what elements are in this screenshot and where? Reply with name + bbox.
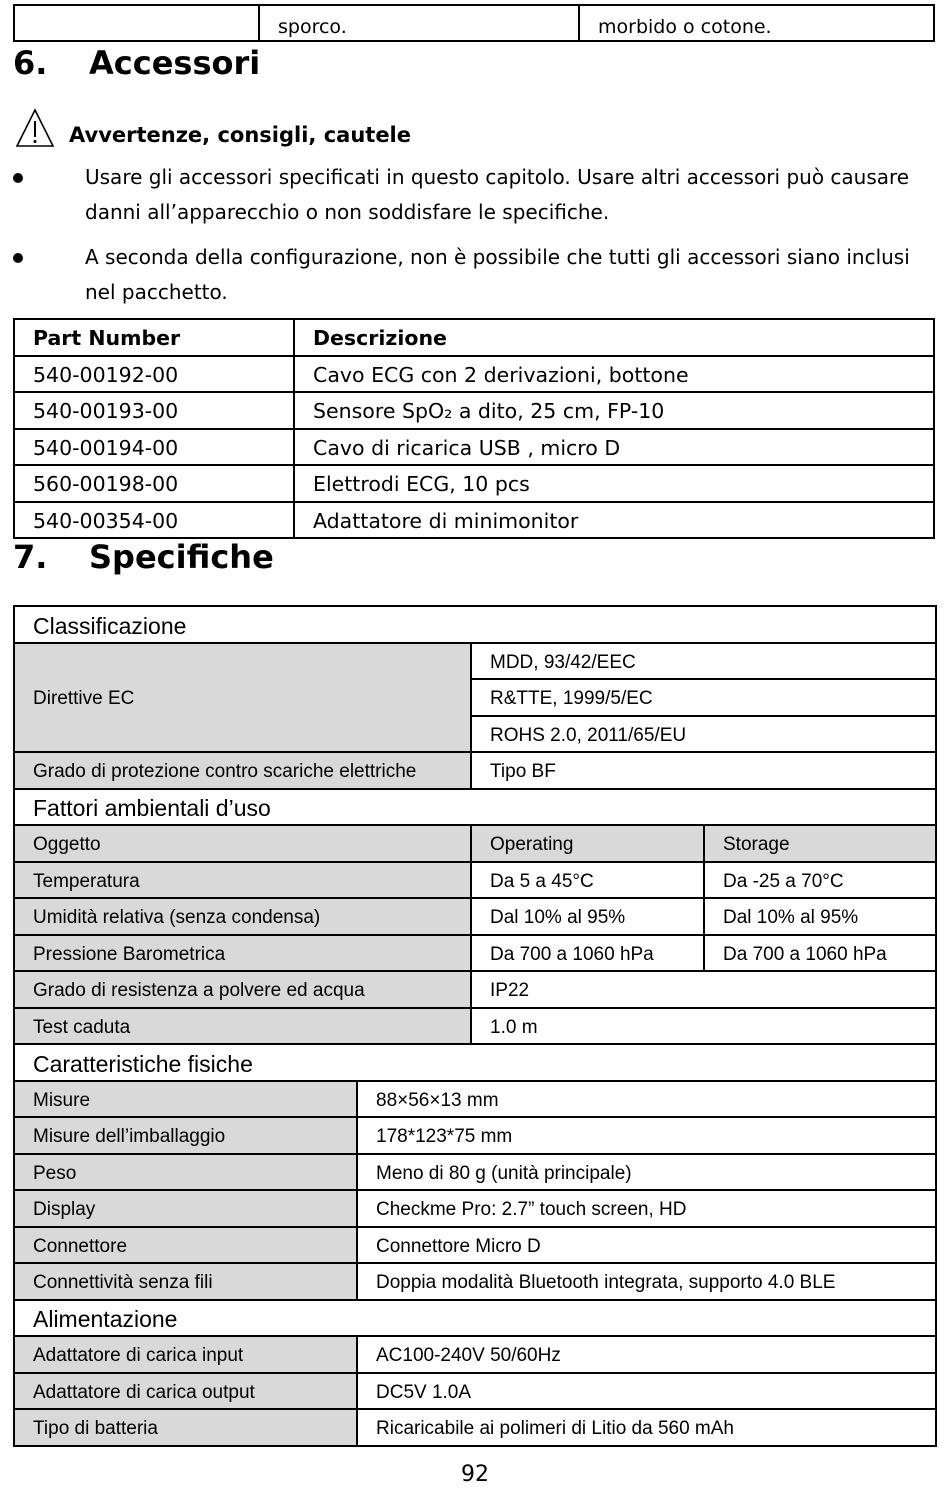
label-cell: Connettore	[14, 1227, 357, 1264]
warning-triangle-icon	[15, 108, 55, 148]
value-cell: Meno di 80 g (unità principale)	[357, 1154, 936, 1191]
label-cell: Misure	[14, 1081, 357, 1118]
part-number-cell: 560-00198-00	[14, 465, 294, 502]
value-cell: ROHS 2.0, 2011/65/EU	[471, 716, 936, 753]
table-row	[14, 429, 934, 466]
value-cell: Tipo BF	[471, 752, 936, 789]
value-cell: IP22	[471, 971, 936, 1008]
table-cell: morbido o cotone.	[579, 5, 934, 41]
section-row	[14, 606, 936, 643]
label-cell: Tipo di batteria	[14, 1409, 357, 1446]
list-item-text: A seconda della configurazione, non è possibile che tutti gli accessori siano inclusi nel pacchetto.	[85, 245, 910, 304]
column-header: Storage	[704, 825, 936, 862]
label-cell: Test caduta	[14, 1008, 471, 1045]
value-cell: 88×56×13 mm	[357, 1081, 936, 1118]
label-cell: Connettività senza fili	[14, 1263, 357, 1300]
accessories-table	[13, 318, 935, 539]
section-number: 7.	[13, 538, 48, 576]
bullet-icon	[13, 253, 23, 263]
value-cell: Da 700 a 1060 hPa	[704, 935, 936, 972]
warning-title: Avvertenze, consigli, cautele	[69, 123, 411, 147]
section-number: 6.	[13, 44, 48, 82]
section-row	[14, 789, 936, 826]
description-cell: Adattatore di minimonitor	[294, 502, 934, 539]
specifications-table	[13, 605, 937, 1447]
description-cell: Cavo ECG con 2 derivazioni, bottone	[294, 356, 934, 393]
table-row	[14, 5, 934, 41]
warning-heading	[15, 108, 411, 148]
label-cell: Temperatura	[14, 862, 471, 899]
table-row	[14, 392, 934, 429]
section-title: Specifiche	[89, 538, 274, 576]
table-row	[14, 862, 936, 899]
column-header: Descrizione	[294, 319, 934, 356]
table-row	[14, 356, 934, 393]
table-header-row	[14, 319, 934, 356]
section-row	[14, 1044, 936, 1081]
list-item	[13, 160, 935, 230]
section-row	[14, 1300, 936, 1337]
value-cell: Dal 10% al 95%	[471, 898, 704, 935]
table-row	[14, 971, 936, 1008]
value-cell: DC5V 1.0A	[357, 1373, 936, 1410]
part-number-cell: 540-00192-00	[14, 356, 294, 393]
value-cell: Dal 10% al 95%	[704, 898, 936, 935]
table-cell	[14, 5, 259, 41]
column-header: Operating	[471, 825, 704, 862]
label-cell: Direttive EC	[14, 643, 471, 753]
value-cell: AC100-240V 50/60Hz	[357, 1336, 936, 1373]
table-header-row	[14, 825, 936, 862]
part-number-cell: 540-00193-00	[14, 392, 294, 429]
section-title-ambientali: Fattori ambientali d’uso	[14, 789, 936, 826]
table-row	[14, 1227, 936, 1264]
section-title: Accessori	[89, 44, 261, 82]
table-row	[14, 502, 934, 539]
continuation-table	[13, 4, 935, 42]
section-title-alimentazione: Alimentazione	[14, 1300, 936, 1337]
part-number-cell: 540-00354-00	[14, 502, 294, 539]
table-row	[14, 1081, 936, 1118]
column-header: Part Number	[14, 319, 294, 356]
page-number: 92	[461, 1462, 489, 1487]
table-row	[14, 1154, 936, 1191]
table-row	[14, 935, 936, 972]
value-cell: MDD, 93/42/EEC	[471, 643, 936, 680]
description-cell: Elettrodi ECG, 10 pcs	[294, 465, 934, 502]
table-row	[14, 1263, 936, 1300]
value-cell: Da 5 a 45°C	[471, 862, 704, 899]
label-cell: Grado di protezione contro scariche elettriche	[14, 752, 471, 789]
table-row	[14, 643, 936, 680]
section-heading-accessori	[13, 44, 260, 82]
table-row	[14, 752, 936, 789]
value-cell: Connettore Micro D	[357, 1227, 936, 1264]
label-cell: Adattatore di carica input	[14, 1336, 357, 1373]
value-cell: Da 700 a 1060 hPa	[471, 935, 704, 972]
table-row	[14, 1409, 936, 1446]
section-title-classificazione: Classificazione	[14, 606, 936, 643]
table-row	[14, 465, 934, 502]
warning-list	[13, 160, 935, 320]
value-cell: Doppia modalità Bluetooth integrata, supporto 4.0 BLE	[357, 1263, 936, 1300]
value-cell: R&TTE, 1999/5/EC	[471, 679, 936, 716]
table-row	[14, 1008, 936, 1045]
description-cell: Cavo di ricarica USB , micro D	[294, 429, 934, 466]
label-cell: Misure dell’imballaggio	[14, 1117, 357, 1154]
description-cell: Sensore SpO₂ a dito, 25 cm, FP-10	[294, 392, 934, 429]
value-cell: 1.0 m	[471, 1008, 936, 1045]
value-cell: Checkme Pro: 2.7” touch screen, HD	[357, 1190, 936, 1227]
value-cell: Ricaricabile ai polimeri di Litio da 560 mAh	[357, 1409, 936, 1446]
table-row	[14, 1190, 936, 1227]
label-cell: Umidità relativa (senza condensa)	[14, 898, 471, 935]
column-header: Oggetto	[14, 825, 471, 862]
table-row	[14, 1336, 936, 1373]
list-item	[13, 240, 935, 310]
label-cell: Pressione Barometrica	[14, 935, 471, 972]
table-row	[14, 1373, 936, 1410]
table-row	[14, 1117, 936, 1154]
bullet-icon	[13, 173, 23, 183]
label-cell: Peso	[14, 1154, 357, 1191]
value-cell: Da -25 a 70°C	[704, 862, 936, 899]
part-number-cell: 540-00194-00	[14, 429, 294, 466]
label-cell: Display	[14, 1190, 357, 1227]
section-title-fisiche: Caratteristiche fisiche	[14, 1044, 936, 1081]
table-row	[14, 898, 936, 935]
label-cell: Grado di resistenza a polvere ed acqua	[14, 971, 471, 1008]
table-cell: sporco.	[259, 5, 579, 41]
label-cell: Adattatore di carica output	[14, 1373, 357, 1410]
value-cell: 178*123*75 mm	[357, 1117, 936, 1154]
list-item-text: Usare gli accessori specificati in questo capitolo. Usare altri accessori può causare danni all’apparecchio o non soddisfare le specifiche.	[85, 165, 910, 224]
section-heading-specifiche	[13, 538, 274, 576]
